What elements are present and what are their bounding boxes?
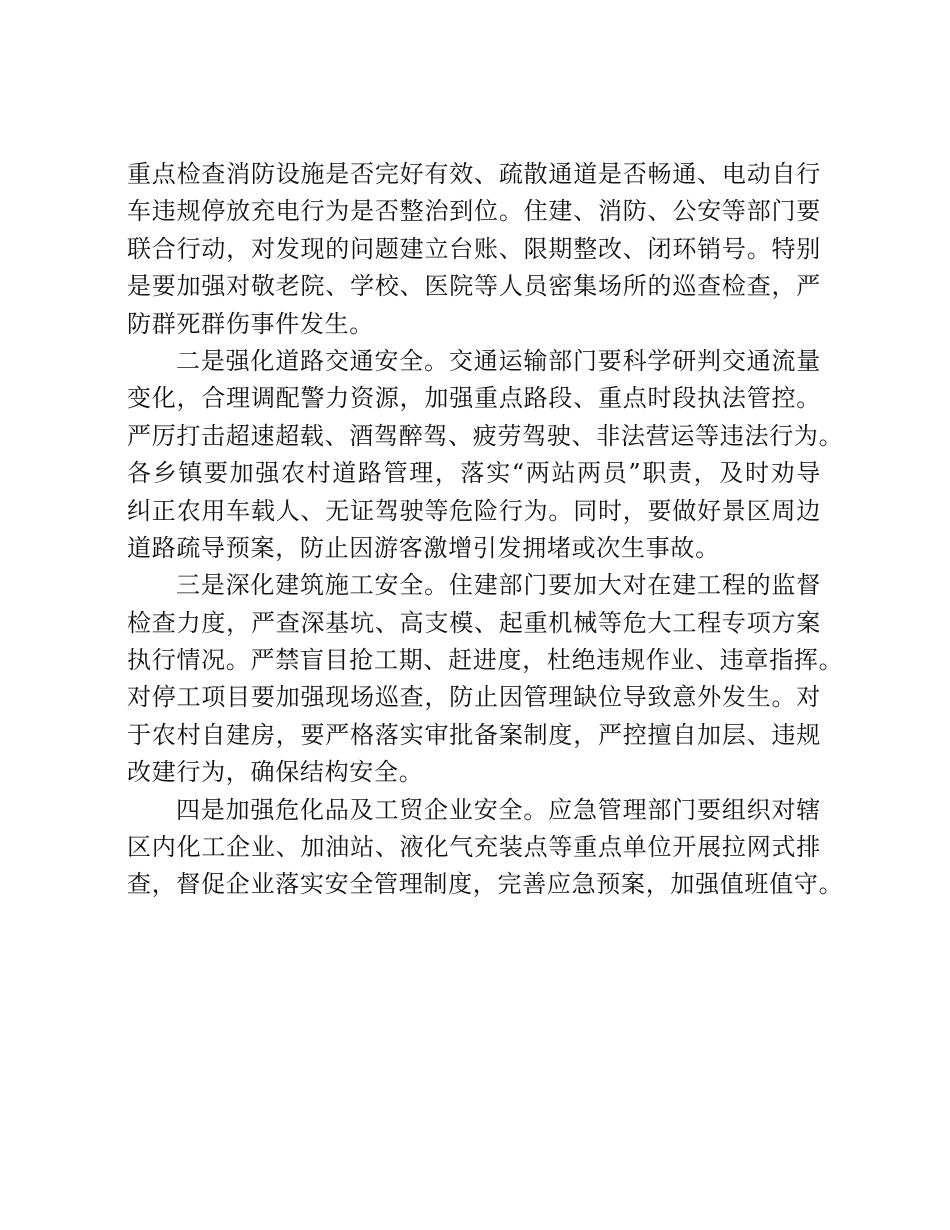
text-line: 执行情况。严禁盲目抢工期、赶进度，杜绝违规作业、违章指挥。: [127, 646, 844, 675]
text-line: 车违规停放充电行为是否整治到位。住建、消防、公安等部门要: [127, 197, 821, 226]
text-line: 各乡镇要加强农村道路管理，落实“两站两员”职责，及时劝导: [127, 459, 821, 488]
text-line: 改建行为，确保结构安全。: [127, 758, 424, 787]
text-line: 三是深化建筑施工安全。住建部门要加大对在建工程的监督: [176, 571, 821, 600]
document-page: [127, 156, 844, 904]
text-line: 严厉打击超速超载、酒驾醉驾、疲劳驾驶、非法营运等违法行为。: [127, 421, 844, 450]
paragraph: [127, 343, 844, 567]
text-line: 检查力度，严查深基坑、高支模、起重机械等危大工程专项方案: [127, 608, 821, 637]
paragraph: [127, 792, 844, 904]
text-line: 变化，合理调配警力资源，加强重点路段、重点时段执法管控。: [127, 384, 821, 413]
text-line: 二是强化道路交通安全。交通运输部门要科学研判交通流量: [176, 346, 821, 375]
text-line: 于农村自建房，要严格落实审批备案制度，严控擅自加层、违规: [127, 720, 821, 749]
text-line: 纠正农用车载人、无证驾驶等危险行为。同时，要做好景区周边: [127, 496, 821, 525]
paragraph: [127, 567, 844, 791]
paragraph: [127, 156, 821, 343]
text-line: 查，督促企业落实安全管理制度，完善应急预案，加强值班值守。: [127, 870, 844, 899]
text-line: 联合行动，对发现的问题建立台账、限期整改、闭环销号。特别: [127, 234, 821, 263]
text-line: 四是加强危化品及工贸企业安全。应急管理部门要组织对辖: [176, 795, 821, 824]
text-line: 区内化工企业、加油站、液化气充装点等重点单位开展拉网式排: [127, 833, 821, 862]
text-line: 对停工项目要加强现场巡查，防止因管理缺位导致意外发生。对: [127, 683, 821, 712]
text-line: 道路疏导预案，防止因游客激增引发拥堵或次生事故。: [127, 533, 720, 562]
text-line: 防群死群伤事件发生。: [127, 309, 374, 338]
text-line: 重点检查消防设施是否完好有效、疏散通道是否畅通、电动自行: [127, 160, 821, 188]
text-line: 是要加强对敬老院、学校、医院等人员密集场所的巡查检查，严: [127, 272, 821, 301]
